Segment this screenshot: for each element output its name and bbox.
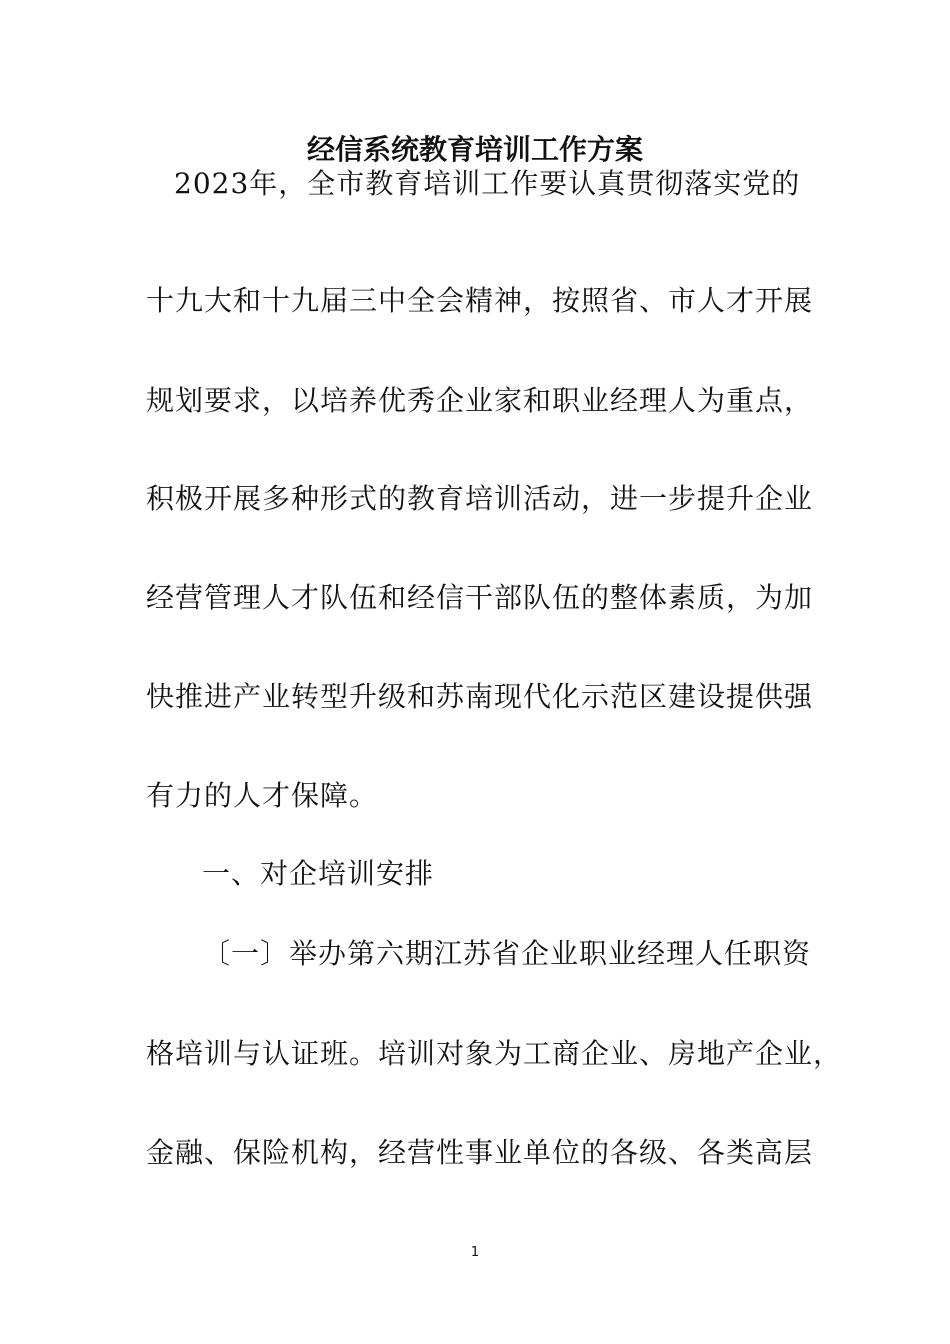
paragraph-line: 规划要求，以培养优秀企业家和职业经理人为重点， [146, 384, 814, 417]
subsection-line: 〔一〕举办第六期江苏省企业职业经理人任职资 [202, 937, 812, 970]
paragraph-line: 有力的人才保障。 [146, 779, 379, 812]
paragraph-line: 2023年，全市教育培训工作要认真贯彻落实党的 [174, 167, 801, 200]
paragraph-line: 经营管理人才队伍和经信干部队伍的整体素质，为加 [146, 581, 814, 614]
document-title: 经信系统教育培训工作方案 [306, 133, 643, 166]
paragraph-line: 格培训与认证班。培训对象为工商企业、房地产企业， [146, 1037, 843, 1070]
paragraph-line: 十九大和十九届三中全会精神，按照省、市人才开展 [146, 284, 814, 317]
paragraph-line: 积极开展多种形式的教育培训活动，进一步提升企业 [146, 482, 814, 515]
paragraph-line: 快推进产业转型升级和苏南现代化示范区建设提供强 [146, 680, 814, 713]
paragraph-line: 金融、保险机构，经营性事业单位的各级、各类高层 [146, 1136, 814, 1169]
section-heading: 一、对企培训安排 [202, 857, 435, 890]
page-number: 1 [470, 1245, 480, 1260]
